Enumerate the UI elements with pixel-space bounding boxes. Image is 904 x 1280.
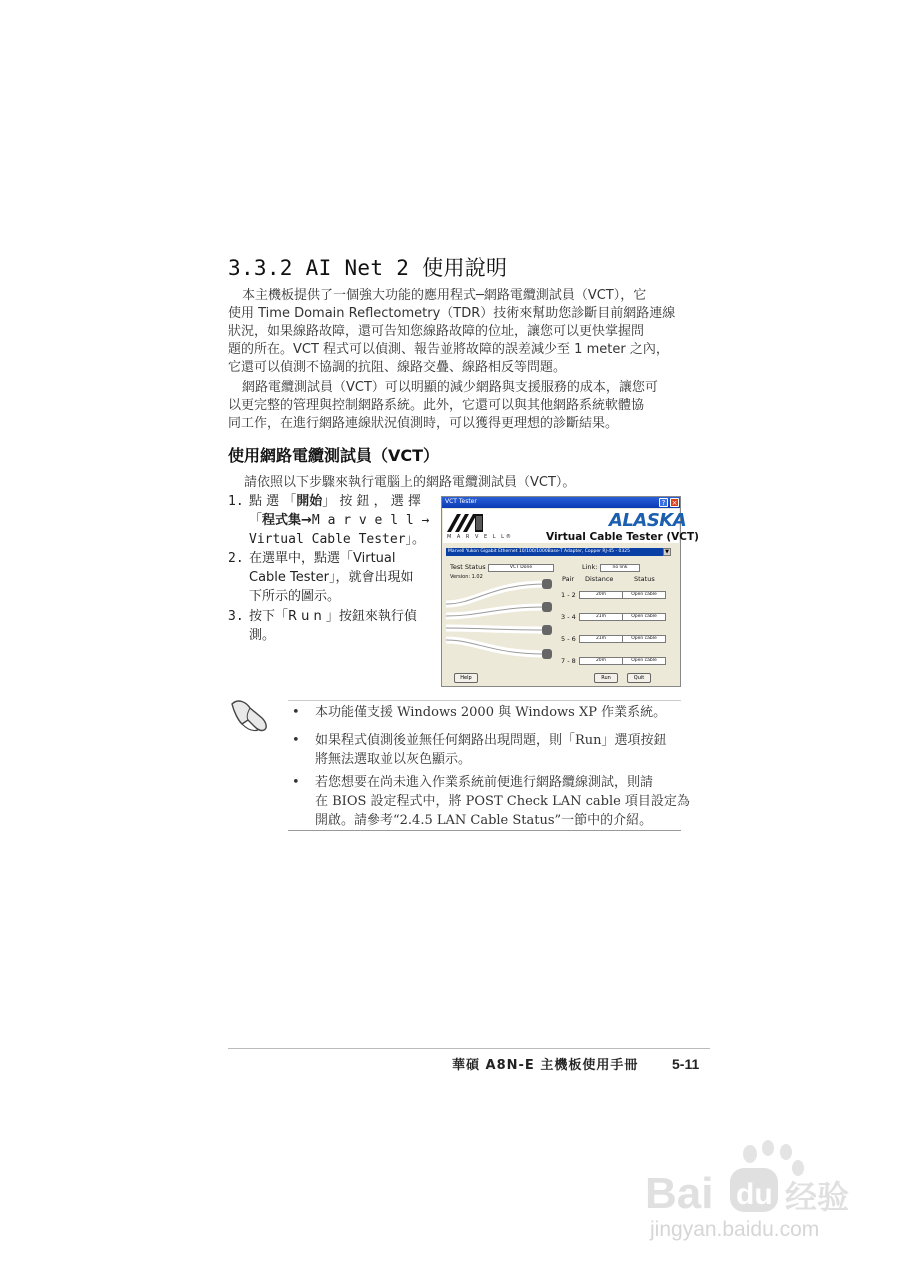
note-item — [292, 773, 690, 830]
paragraph-line: 狀況，如果線路故障，還可告知您線路故障的位址，讓您可以更快掌握問 — [228, 324, 645, 339]
step-1 — [228, 492, 429, 549]
chevron-down-icon[interactable]: ▼ — [663, 548, 671, 556]
notes-divider-top — [288, 700, 681, 701]
step-text: 」 按 鈕 ， 選 擇 — [322, 494, 421, 509]
help-button[interactable]: Help — [454, 673, 478, 683]
step-3 — [228, 607, 417, 645]
svg-text:Bai: Bai — [645, 1169, 714, 1218]
link-field: no link — [600, 564, 640, 572]
step-text: 按下「R u n 」按鈕來執行偵 — [249, 609, 417, 624]
steps-intro: 請依照以下步驟來執行電腦上的網路電纜測試員（VCT）。 — [244, 475, 576, 490]
step-number: 3. — [228, 609, 244, 624]
step-number: 1. — [228, 494, 244, 509]
distance-field: 21m — [579, 635, 623, 643]
marvell-logo-icon — [447, 512, 487, 532]
section-title: 3.3.2 AI Net 2 使用說明 — [228, 256, 508, 280]
marvell-wordmark: M A R V E L L® — [447, 534, 513, 540]
pair-label: 7 - 8 — [561, 657, 576, 665]
step-text: Virtual Cable Tester」。 — [249, 532, 426, 547]
footer-divider — [228, 1048, 710, 1049]
status-field: Open cable — [622, 591, 666, 599]
vct-window — [441, 496, 699, 687]
step-text: 測。 — [249, 628, 276, 643]
note-item — [292, 731, 667, 769]
paragraph-line: 同工作，在進行網路連線狀況偵測時，可以獲得更理想的診斷結果。 — [228, 416, 619, 431]
vct-app-title: Virtual Cable Tester (VCT) — [546, 531, 699, 543]
pair-label: 3 - 4 — [561, 613, 576, 621]
close-icon[interactable]: × — [671, 499, 678, 507]
status-field: Open cable — [622, 613, 666, 621]
paragraph-line: 以更完整的管理與控制網路系統。此外，它還可以與其他網路系統軟體協 — [228, 398, 645, 413]
watermark-url: jingyan.baidu.com — [650, 1218, 820, 1241]
page-number: 5-11 — [672, 1056, 700, 1072]
status-field: Open cable — [622, 635, 666, 643]
alaska-logo: ALASKA — [609, 510, 687, 531]
note-line: 在 BIOS 設定程式中，將 POST Check LAN cable 項目設定為 — [315, 794, 690, 809]
pair-label: 1 - 2 — [561, 591, 576, 599]
col-pair-header: Pair — [562, 575, 575, 583]
subsection-title: 使用網路電纜測試員（VCT） — [228, 446, 440, 465]
help-icon[interactable]: ? — [659, 498, 668, 507]
note-line: 如果程式偵測後並無任何網路出現問題，則「Run」選項按鈕 — [315, 733, 667, 748]
paragraph-intro — [228, 287, 684, 377]
quit-button[interactable]: Quit — [627, 673, 651, 683]
col-distance-header: Distance — [585, 575, 614, 583]
step-keyword-start: 開始 — [296, 494, 323, 509]
note-line: 開啟。請參考“2.4.5 LAN Cable Status”一節中的介紹。 — [315, 813, 653, 828]
notes-divider-bottom — [288, 830, 681, 831]
step-text: M a r v e l l → — [311, 513, 430, 528]
bullet: • — [292, 733, 300, 748]
step-text: 點 選 「 — [249, 494, 297, 509]
step-2 — [228, 549, 413, 606]
paragraph-line: 它還可以偵測不協調的抗阻、線路交疊、線路相反等問題。 — [228, 360, 567, 375]
bullet: • — [292, 775, 300, 790]
note-line: 若您想要在尚未進入作業系統前便進行網路纜線測試，則請 — [315, 775, 654, 790]
test-status-label: Test Status — [450, 563, 486, 571]
note-line: 本功能僅支援 Windows 2000 與 Windows XP 作業系統。 — [315, 705, 667, 720]
paragraph-line: 網路電纜測試員（VCT）可以明顯的減少網路與支援服務的成本，讓您可 — [242, 380, 658, 395]
test-status-field: VCT Done — [488, 564, 554, 572]
note-item — [292, 703, 666, 722]
vct-titlebar — [442, 497, 680, 508]
status-field: Open cable — [622, 657, 666, 665]
baidu-watermark-logo — [640, 1140, 870, 1218]
footer-title: 華碩 A8N-E 主機板使用手冊 — [452, 1058, 639, 1073]
cable-pairs-illustration — [446, 574, 556, 666]
run-button[interactable]: Run — [594, 673, 618, 683]
col-status-header: Status — [634, 575, 655, 583]
vct-window-title: VCT Tester — [445, 498, 477, 505]
distance-field: 20m — [579, 591, 623, 599]
step-number: 2. — [228, 551, 244, 566]
svg-text:经验: 经验 — [785, 1178, 850, 1216]
step-text: 下所示的圖示。 — [249, 589, 341, 604]
note-line: 將無法選取並以灰色顯示。 — [315, 752, 472, 767]
svg-text:du: du — [736, 1178, 773, 1211]
distance-field: 20m — [579, 657, 623, 665]
pair-label: 5 - 6 — [561, 635, 576, 643]
paragraph-line: 題的所在。VCT 程式可以偵測、報告並將故障的誤差減少至 1 meter 之內， — [228, 342, 669, 357]
paragraph-line: 使用 Time Domain Reflectometry（TDR）技術來幫助您診斷目前網路連線 — [228, 306, 676, 321]
step-text: 「 — [249, 513, 263, 528]
adapter-select[interactable]: Marvell Yukon Gigabit Ethernet 10/100/1000Base-T Adapter, Copper RJ-45 - 0325 — [446, 548, 671, 556]
distance-field: 21m — [579, 613, 623, 621]
bullet: • — [292, 705, 300, 720]
note-hand-icon — [228, 694, 274, 736]
vct-banner — [443, 509, 699, 543]
paragraph-line: 本主機板提供了一個強大功能的應用程式─網路電纜測試員（VCT），它 — [242, 288, 647, 303]
step-text: 在選單中，點選「Virtual — [249, 551, 396, 566]
link-label: Link: — [582, 563, 598, 571]
version-label: Version: 1.02 — [450, 574, 483, 580]
step-text: Cable Tester」，就會出現如 — [249, 570, 414, 585]
step-keyword-programs: 程式集→ — [262, 513, 312, 528]
paragraph-benefits — [228, 379, 684, 433]
